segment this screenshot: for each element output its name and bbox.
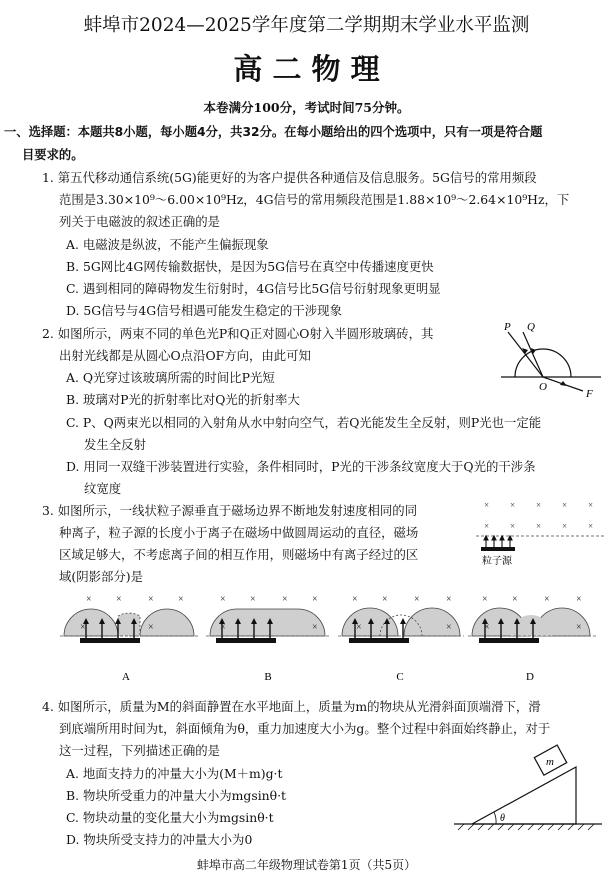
magnetic-field-mark: × xyxy=(484,622,490,633)
magnetic-field-mark: × xyxy=(414,594,420,605)
q2-label-f: F xyxy=(586,388,593,398)
q4-option-d: D. 物块所受支持力的冲量大小为0 xyxy=(66,832,253,847)
magnetic-field-mark: × xyxy=(220,622,226,633)
q3-option-a-label: A xyxy=(122,671,130,683)
q4-label-theta: θ xyxy=(500,813,505,824)
q3-option-c-label: C xyxy=(396,671,404,683)
subject-title: 高 二 物 理 xyxy=(233,52,380,86)
q3-stem-line2: 种离子，粒子源的长度小于离子在磁场中做圆周运动的直径，磁场 xyxy=(59,525,419,540)
q3-stem-line3: 区域足够大，不考虑离子间的相互作用，则磁场中有离子经过的区 xyxy=(59,547,419,562)
q4-stem-line3: 这一过程，下列描述正确的是 xyxy=(59,743,221,758)
magnetic-field-mark: × xyxy=(148,622,154,633)
exam-title: 蚌埠市2024—2025学年度第二学期期末学业水平监测 xyxy=(83,15,530,36)
svg-text:×: × xyxy=(562,500,568,510)
magnetic-field-mark: × xyxy=(544,594,550,605)
q2-label-o: O xyxy=(539,381,547,393)
q4-incline-figure xyxy=(452,734,604,842)
q3-stem-line1: 3. 如图所示，一线状粒子源垂直于磁场边界不断地发射速度相同的同 xyxy=(42,503,418,518)
magnetic-field-mark: × xyxy=(250,594,256,605)
q1-option-c: C. 遇到相同的障碍物发生衍射时，4G信号比5G信号衍射现象更明显 xyxy=(66,281,441,296)
q2-option-c-line1: C. P、Q两束光以相同的入射角从水中射向空气，若Q光能发生全反射，则P光也一定能 xyxy=(66,415,542,430)
q2-stem-line1: 2. 如图所示，两束不同的单色光P和Q正对圆心O射入半圆形玻璃砖，其 xyxy=(42,326,434,341)
q3-option-b-label: B xyxy=(264,671,272,683)
magnetic-field-mark: × xyxy=(382,594,388,605)
magnetic-field-mark: × xyxy=(482,594,488,605)
magnetic-field-mark: × xyxy=(220,594,226,605)
svg-text:×: × xyxy=(510,500,516,510)
q3-options-figure xyxy=(60,586,608,686)
q3-option-d-figure xyxy=(468,608,596,683)
magnetic-field-mark: × xyxy=(116,594,122,605)
q2-label-p: P xyxy=(504,321,511,333)
q2-label-q: Q xyxy=(527,321,535,333)
q2-stem-line2: 出射光线都是从圆心O点沿OF方向，由此可知 xyxy=(59,348,311,363)
magnetic-field-mark: × xyxy=(178,594,184,605)
svg-text:×: × xyxy=(588,500,594,510)
q4-stem-line1: 4. 如图所示，质量为M的斜面静置在水平地面上，质量为m的物块从光滑斜面顶端滑下，滑 xyxy=(42,699,541,714)
magnetic-field-mark: × xyxy=(312,622,318,633)
q3-particle-source-figure xyxy=(474,496,606,566)
q4-option-c: C. 物块动量的变化量大小为mgsinθ·t xyxy=(66,810,274,825)
q3-stem-line4: 域(阴影部分)是 xyxy=(59,569,144,584)
svg-text:×: × xyxy=(536,521,542,531)
svg-text:×: × xyxy=(562,521,568,531)
q1-option-a: A. 电磁波是纵波，不能产生偏振现象 xyxy=(66,237,269,252)
q2-option-b: B. 玻璃对P光的折射率比对Q光的折射率大 xyxy=(66,392,300,407)
q4-label-m: m xyxy=(546,756,554,768)
magnetic-field-mark: × xyxy=(576,594,582,605)
q4-stem-line2: 到底端所用时间为t，斜面倾角为θ，重力加速度大小为g。整个过程中斜面始终静止，对于 xyxy=(59,721,551,736)
q2-option-d-line1: D. 用同一双缝干涉装置进行实验，条件相同时，P光的干涉条纹宽度大于Q光的干涉条 xyxy=(66,459,536,474)
q3-option-b-figure xyxy=(206,609,330,683)
q2-option-d-line2: 纹宽度 xyxy=(84,481,122,496)
svg-text:×: × xyxy=(536,500,542,510)
q2-option-a: A. Q光穿过该玻璃所需的时间比P光短 xyxy=(66,370,275,385)
magnetic-field-mark: × xyxy=(512,594,518,605)
q3-source-label: 粒子源 xyxy=(482,556,512,566)
exam-notice: 本卷满分100分，考试时间75分钟。 xyxy=(203,100,410,115)
q3-option-a-figure xyxy=(60,609,200,683)
magnetic-field-mark: × xyxy=(576,622,582,633)
svg-text:×: × xyxy=(588,521,594,531)
q1-stem-line3: 列关于电磁波的叙述正确的是 xyxy=(59,214,221,229)
magnetic-field-mark: × xyxy=(446,594,452,605)
q2-semicircle-figure xyxy=(497,320,605,398)
section1-heading-line2: 目要求的。 xyxy=(22,148,84,162)
svg-text:×: × xyxy=(484,521,490,531)
q3-option-c-figure xyxy=(338,608,464,683)
magnetic-field-mark: × xyxy=(282,594,288,605)
magnetic-field-mark: × xyxy=(352,594,358,605)
q1-stem-line2: 范围是3.30×10⁹～6.00×10⁹Hz，4G信号的常用频段范围是1.88×10⁹～2.64×10⁹Hz，下 xyxy=(59,192,570,207)
q2-option-c-line2: 发生全反射 xyxy=(84,437,146,452)
q1-option-d: D. 5G信号与4G信号相遇可能发生稳定的干涉现象 xyxy=(66,303,342,318)
magnetic-field-mark: × xyxy=(86,594,92,605)
magnetic-field-mark: × xyxy=(356,622,362,633)
svg-text:×: × xyxy=(484,500,490,510)
q3-option-d-label: D xyxy=(526,671,534,683)
magnetic-field-mark: × xyxy=(148,594,154,605)
magnetic-field-mark: × xyxy=(80,622,86,633)
q1-stem-line1: 1. 第五代移动通信系统(5G)能更好的为客户提供各种通信及信息服务。5G信号的常用频段 xyxy=(42,170,537,185)
magnetic-field-mark: × xyxy=(446,622,452,633)
page-footer: 蚌埠市高二年级物理试卷第1页（共5页） xyxy=(196,858,417,872)
magnetic-field-mark: × xyxy=(312,594,318,605)
svg-text:×: × xyxy=(510,521,516,531)
q4-option-b: B. 物块所受重力的冲量大小为mgsinθ·t xyxy=(66,788,287,803)
q1-option-b: B. 5G网比4G网传输数据快，是因为5G信号在真空中传播速度更快 xyxy=(66,259,434,274)
q4-option-a: A. 地面支持力的冲量大小为(M＋m)g·t xyxy=(66,766,283,781)
section1-heading-line1: 一、选择题：本题共8小题，每小题4分，共32分。在每小题给出的四个选项中，只有一项是符合题 xyxy=(4,125,543,139)
